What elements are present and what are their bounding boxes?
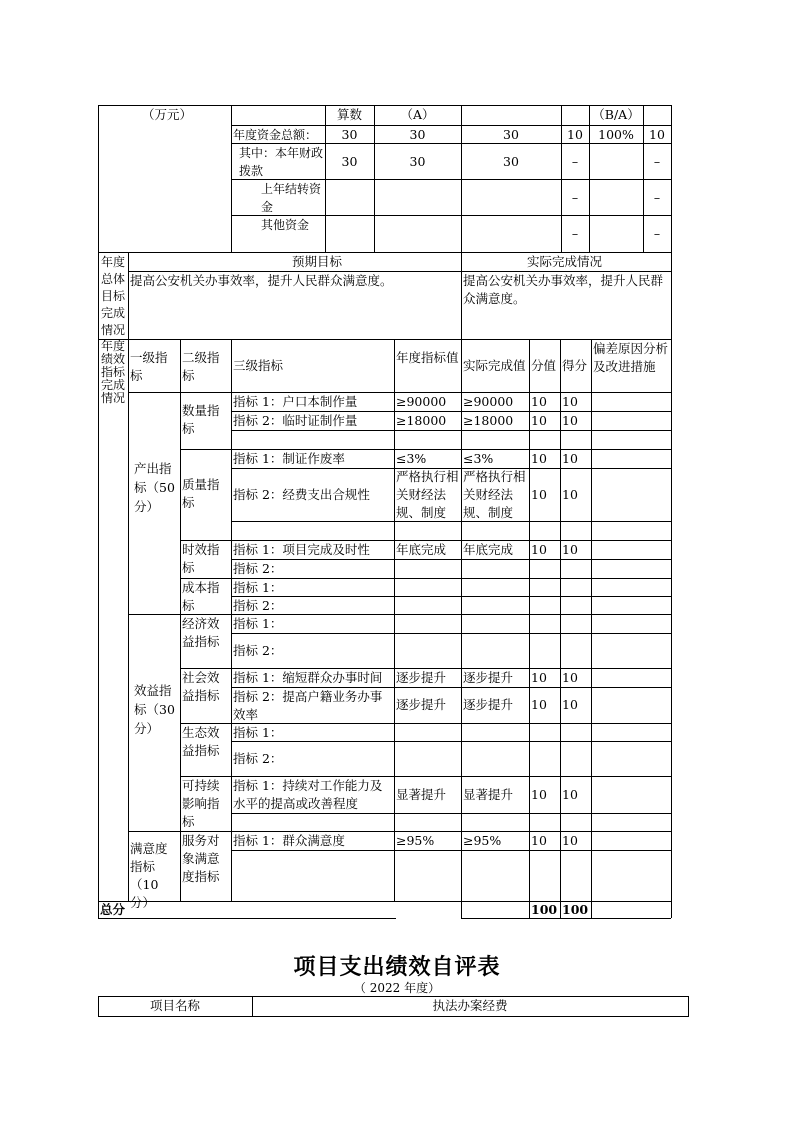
row-target: ≥18000 <box>396 413 447 428</box>
level2-quality: 质量指标 <box>182 477 220 510</box>
row-level3: 指标 1： <box>233 580 283 595</box>
funds-header-a: （A） <box>400 107 435 122</box>
funds-header-budget: 算数 <box>336 107 362 122</box>
overall-expected-header: 预期目标 <box>292 254 343 269</box>
funds-row-other-c6: – <box>653 226 661 241</box>
row-actual: 逐步提升 <box>463 670 514 685</box>
funds-row-total-label: 年度资金总额： <box>233 128 318 142</box>
row-actual: ≥90000 <box>463 394 514 409</box>
row-actual: ≥18000 <box>463 413 514 428</box>
row-level3: 指标 2：临时证制作量 <box>233 413 358 428</box>
level2-social: 社会效益指标 <box>182 670 220 703</box>
project-name-value: 执法办案经费 <box>432 998 508 1013</box>
funds-row-total-c2: 30 <box>409 127 426 142</box>
row-score-value: 10 <box>531 697 547 712</box>
funds-row-total-c5: 100% <box>598 127 634 142</box>
row-target: 严格执行相关财经法规、制度 <box>396 469 459 520</box>
row-actual: 年底完成 <box>463 542 514 557</box>
project-name-label: 项目名称 <box>149 998 200 1013</box>
row-level3: 指标 1：项目完成及时性 <box>233 542 370 557</box>
level2-economic: 经济效益指标 <box>182 616 220 649</box>
row-target: ≥90000 <box>396 394 447 409</box>
row-actual: 显著提升 <box>463 787 514 802</box>
form-title: 项目支出绩效自评表 <box>293 955 501 980</box>
funds-row-current-c6: – <box>653 154 661 169</box>
overall-expected-text: 提高公安机关办事效率，提升人民群众满意度。 <box>130 273 393 288</box>
row-score: 10 <box>562 833 578 848</box>
row-target: 逐步提升 <box>396 670 447 685</box>
level1-output: 产出指标（50 分） <box>134 461 175 514</box>
level2-cost: 成本指标 <box>182 580 220 613</box>
row-score: 10 <box>562 542 578 557</box>
row-score-value: 10 <box>531 413 547 428</box>
overall-actual-text: 提高公安机关办事效率，提升人民群众满意度。 <box>463 273 664 306</box>
row-level3: 指标 2：提高户籍业务办事效率 <box>233 689 383 722</box>
row-level3: 指标 2： <box>233 643 283 658</box>
level1-benefit: 效益指标（30 分） <box>134 683 175 736</box>
funds-row-total-c3: 30 <box>503 127 519 142</box>
funds-row-current-c3: 30 <box>503 154 519 169</box>
row-target: 年底完成 <box>396 542 447 557</box>
header-score: 得分 <box>562 358 588 373</box>
row-score-value: 10 <box>531 451 547 466</box>
row-level3: 指标 1：制证作废率 <box>233 451 345 466</box>
row-score: 10 <box>562 487 578 502</box>
level2-time: 时效指标 <box>182 542 220 575</box>
header-score-value: 分值 <box>531 358 557 373</box>
row-level3: 指标 2：经费支出合规性 <box>233 487 370 502</box>
row-actual: ≥95% <box>463 833 502 848</box>
row-target: 逐步提升 <box>396 697 447 712</box>
header-deviation: 偏差原因分析及改进措施 <box>593 341 669 374</box>
funds-unit-label: （万元） <box>142 107 193 122</box>
funds-header-ba: （B/A） <box>592 107 640 122</box>
row-level3: 指标 2： <box>233 561 283 576</box>
row-score-value: 10 <box>531 787 547 802</box>
funds-row-current-c2: 30 <box>409 154 426 169</box>
level2-quantity: 数量指标 <box>182 403 220 436</box>
row-score-value: 10 <box>531 394 547 409</box>
funds-row-carryover-label: 上年结转资金 <box>261 182 322 214</box>
row-level3: 指标 1：户口本制作量 <box>233 394 358 409</box>
row-score: 10 <box>562 787 578 802</box>
row-score-value: 10 <box>531 670 547 685</box>
header-target: 年度指标值 <box>396 350 459 365</box>
row-target: ≥95% <box>396 833 435 848</box>
total-score-value: 100 <box>531 902 558 917</box>
row-level3: 指标 2： <box>233 751 283 766</box>
row-level3: 指标 1： <box>233 616 283 631</box>
row-actual: 严格执行相关财经法规、制度 <box>463 469 526 520</box>
total-label: 总分 <box>100 902 126 917</box>
row-score-value: 10 <box>531 542 547 557</box>
funds-row-current-c4: – <box>571 154 579 169</box>
level2-service: 服务对象满意度指标 <box>182 833 220 884</box>
indicators-side-label: 年度绩效指标完成情况 <box>101 340 126 405</box>
funds-row-total-c4: 10 <box>567 127 583 142</box>
row-score: 10 <box>562 451 578 466</box>
funds-row-total-c1: 30 <box>341 127 358 142</box>
level2-ecological: 生态效益指标 <box>182 725 220 758</box>
overall-actual-header: 实际完成情况 <box>527 254 603 269</box>
funds-row-current-label: 其中：本年财政拨款 <box>239 146 324 178</box>
row-score-value: 10 <box>531 487 547 502</box>
overall-side-label: 年度总体目标完成情况 <box>100 255 125 337</box>
row-score: 10 <box>562 697 578 712</box>
form-year: （ 2022 年度） <box>353 981 441 995</box>
row-target: 显著提升 <box>396 787 447 802</box>
level2-sustainable: 可持续影响指标 <box>182 778 220 829</box>
row-score: 10 <box>562 670 578 685</box>
header-actual: 实际完成值 <box>463 358 526 373</box>
row-target: ≤3% <box>396 451 427 466</box>
row-level3: 指标 1：群众满意度 <box>233 833 345 848</box>
funds-row-carryover-c4: – <box>571 190 579 205</box>
header-level1: 一级指标 <box>130 350 168 383</box>
row-actual: 逐步提升 <box>463 697 514 712</box>
row-level3: 指标 1： <box>233 725 283 740</box>
row-actual: ≤3% <box>463 451 494 466</box>
header-level3: 三级指标 <box>233 358 284 373</box>
funds-row-other-label: 其他资金 <box>261 218 310 232</box>
funds-row-carryover-c6: – <box>653 190 661 205</box>
row-level3: 指标 1：持续对工作能力及水平的提高或改善程度 <box>233 778 383 811</box>
row-level3: 指标 1：缩短群众办事时间 <box>233 670 383 685</box>
row-score: 10 <box>562 413 578 428</box>
funds-row-other-c4: – <box>571 226 579 241</box>
funds-row-total-c6: 10 <box>649 127 665 142</box>
row-score: 10 <box>562 394 578 409</box>
row-level3: 指标 2： <box>233 598 283 613</box>
level1-satisfaction: 满意度指标（10 分） <box>130 841 168 910</box>
funds-row-current-c1: 30 <box>341 154 358 169</box>
total-score: 100 <box>562 902 589 917</box>
row-score-value: 10 <box>531 833 547 848</box>
header-level2: 二级指标 <box>182 350 220 383</box>
